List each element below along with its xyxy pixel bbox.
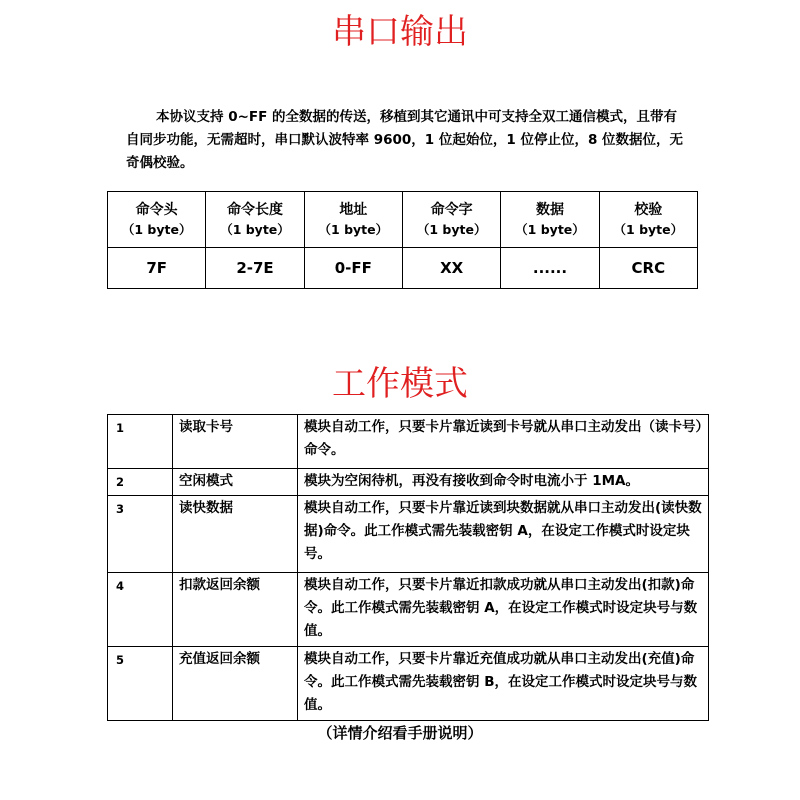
mode-number: 4 [108,573,173,647]
value-cell: XX [402,248,500,289]
header-size: （1 byte） [416,221,487,237]
header-cell-command-head [108,192,206,248]
protocol-intro-paragraph [126,106,686,175]
mode-name: 扣款返回余额 [173,573,298,647]
table-row [108,647,709,721]
manual-reference-note: （详情介绍看手册说明） [317,724,483,742]
mode-description: 模块自动工作，只要卡片靠近读到卡号就从串口主动发出（读卡号）命令。 [298,415,709,469]
table-row [108,469,709,496]
header-name: 数据 [535,201,564,218]
command-table-header-row [108,192,698,248]
mode-description: 模块自动工作，只要卡片靠近充值成功就从串口主动发出(充值)命令。此工作模式需先装载密钥 B，在设定工作模式时设定块号与数值。 [298,647,709,721]
mode-description: 模块为空闲待机，再没有接收到命令时电流小于 1MA。 [298,469,709,496]
header-name: 命令字 [430,201,473,218]
mode-number: 1 [108,415,173,469]
header-cell-address [304,192,402,248]
value-cell: ...... [501,248,599,289]
header-cell-checksum [599,192,697,248]
serial-output-title: 串口输出 [332,12,468,52]
header-name: 命令头 [135,201,178,218]
mode-name: 读快数据 [173,496,298,573]
header-size: （1 byte） [220,221,290,237]
header-name: 校验 [634,201,663,218]
mode-number: 5 [108,647,173,721]
header-size: （1 byte） [121,221,192,237]
mode-number: 3 [108,496,173,573]
command-table-value-row [108,248,698,289]
mode-description: 模块自动工作，只要卡片靠近扣款成功就从串口主动发出(扣款)命令。此工作模式需先装载密钥 A，在设定工作模式时设定块号与数值。 [298,573,709,647]
mode-name: 充值返回余额 [173,647,298,721]
work-mode-table [107,414,709,721]
value-cell: 2-7E [206,248,304,289]
command-format-table [107,191,698,289]
table-row [108,496,709,573]
header-size: （1 byte） [515,221,585,237]
header-size: （1 byte） [613,221,684,237]
header-cell-command-word [402,192,500,248]
protocol-intro-text: 本协议支持 0~FF 的全数据的传送，移植到其它通讯中可支持全双工通信模式，且带有自同步功能，无需超时，串口默认波特率 9600，1 位起始位，1 位停止位，8 位数据位，无奇偶校验。 [126,109,684,171]
mode-name: 空闲模式 [173,469,298,496]
header-name: 地址 [339,201,368,218]
header-size: （1 byte） [318,221,389,237]
header-name: 命令长度 [226,201,283,218]
value-cell: CRC [599,248,697,289]
mode-name: 读取卡号 [173,415,298,469]
header-cell-data [501,192,599,248]
header-cell-command-length [206,192,304,248]
work-mode-title: 工作模式 [332,364,468,404]
value-cell: 0-FF [304,248,402,289]
mode-number: 2 [108,469,173,496]
mode-description: 模块自动工作，只要卡片靠近读到块数据就从串口主动发出(读快数据)命令。此工作模式需先装载密钥 A，在设定工作模式时设定块号。 [298,496,709,573]
table-row [108,415,709,469]
table-row [108,573,709,647]
value-cell: 7F [108,248,206,289]
